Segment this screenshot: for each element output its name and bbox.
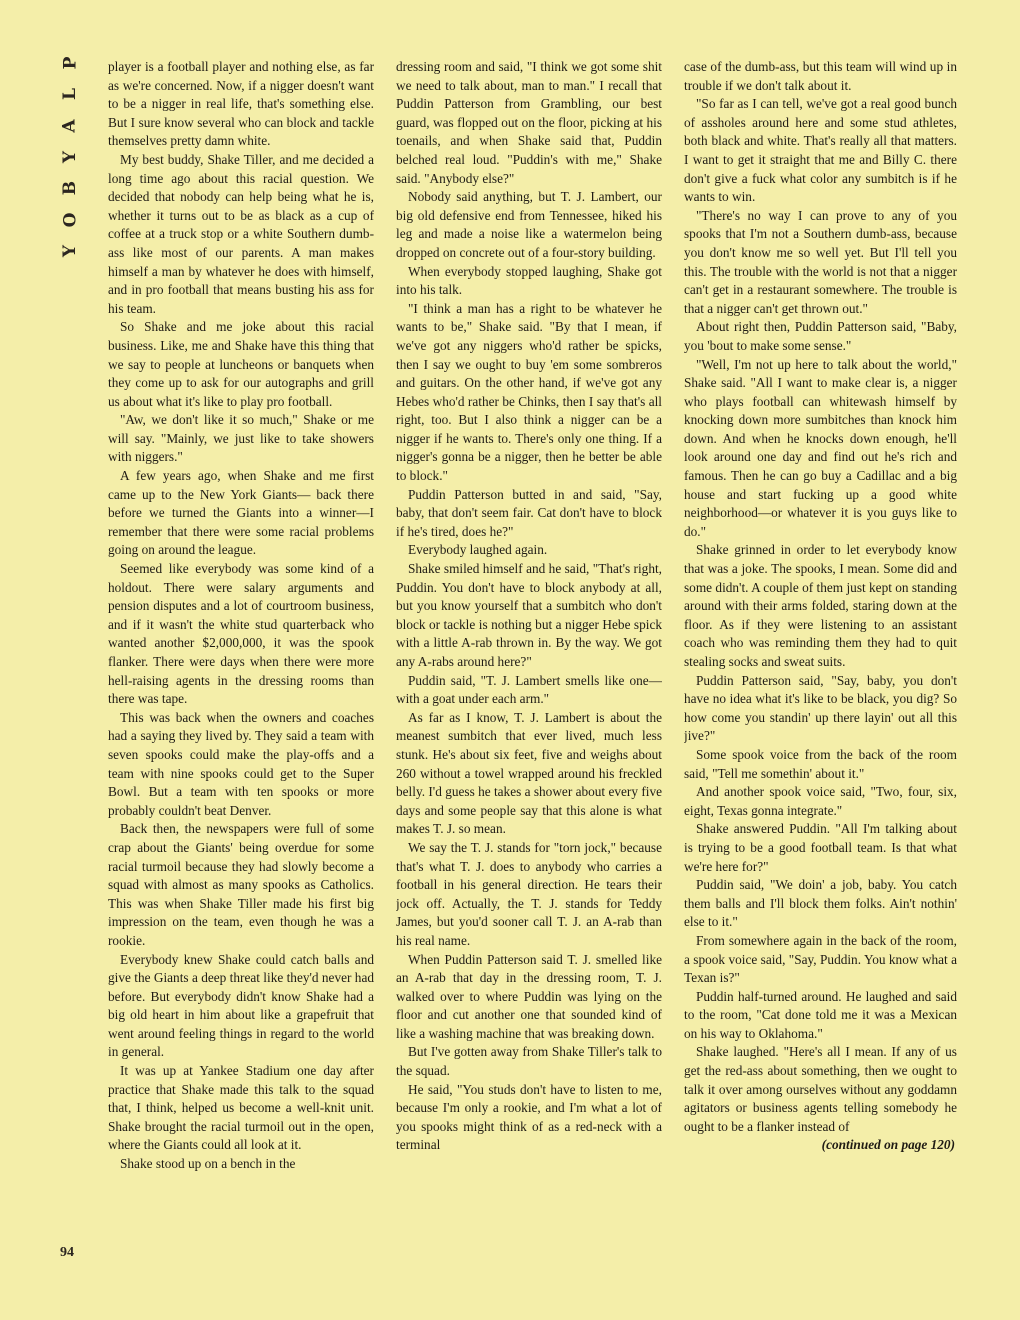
text-column-1 [108,58,374,1273]
paragraph: "Well, I'm not up here to talk about the world," Shake said. "All I want to make clear is, a nigger who plays football can whitewash himself by knocking down more sumbitches than knock him down. And when he knocks down enough, he'll look around one day and find out he's rich and famous. Then he can go buy a Cadillac and a big house and start fucking up a good white neighborhood—or whatever it is you guys like to do." [684,356,957,539]
paragraph: Everybody knew Shake could catch balls and give the Giants a deep threat like they'd never had before. But everybody didn't know Shake had a big old heart in him about like a grapefruit that went around feeling things in regard to the world in general. [108,951,374,1060]
text-column-3 [684,58,957,1273]
masthead-letter: O [60,212,80,228]
paragraph: About right then, Puddin Patterson said, "Baby, you 'bout to make some sense." [684,319,957,353]
masthead-letter: B [60,181,80,196]
paragraph: When everybody stopped laughing, Shake got into his talk. [396,263,662,298]
paragraph: Shake smiled himself and he said, "That's right, Puddin. You don't have to block anybody at all, but you know yourself that a sumbitch who don't block or tackle is nothing but a nigger Hebe spick with a little A-rab thrown in. By the way. We got any A-rabs around here?" [396,561,662,669]
masthead-letter: L [59,88,80,101]
paragraph: Puddin said, "T. J. Lambert smells like one—with a goat under each arm." [396,672,662,707]
paragraph: "There's no way I can prove to any of you spooks that I'm not a Southern dumb-ass, because you don't know me so well yet. But I'll tell you this. The trouble with the world is not that a nigger can't get in a restaurant somewhere. The trouble is that a nigger can't get thrown out." [684,207,957,316]
paragraph: This was back when the owners and coaches had a saying they lived by. They said a team with seven spooks could make the play-offs and a team with nine spooks could get to the Super Bowl. But a team with ten spooks or more probably couldn't beat Denver. [108,709,374,818]
paragraph: When Puddin Patterson said T. J. smelled like an A-rab that day in the dressing room, T. J. walked over to where Puddin was lying on the floor and cut another one that sounded kind of like a washing machine that was breaking down. [396,951,662,1041]
paragraph: As far as I know, T. J. Lambert is about the meanest sumbitch that ever lived, much less stunk. He's about six feet, five and weighs about 260 without a towel wrapped around his freckled belly. I'd guess he takes a shower about every five days and some people say that this alone is what makes T. J. so mean. [396,709,662,837]
masthead-letter: Y [59,150,80,164]
page-number: 94 [60,1245,74,1260]
paragraph: And another spook voice said, "Two, four, six, eight, Texas gonna integrate." [684,784,957,818]
paragraph: A few years ago, when Shake and me first came up to the New York Giants— back there before we turned the Giants into a winner—I remember that there were some racial problems going on around the league. [108,468,374,558]
text-column-2 [396,58,662,1273]
paragraph: My best buddy, Shake Tiller, and me decided a long time ago about this racial question. We decided that nobody can help being what he is, whether it turns out to be as black as a cup of coffee at a truck stop or a white Southern dumb-ass like most of our parents. A man makes himself a man by whatever he does with himself, and in pro football that means busting his ass for his team. [108,151,374,316]
paragraph: case of the dumb-ass, but this team will wind up in trouble if we don't talk about it. [684,59,957,93]
continued-note: (continued on page 120) [821,1137,955,1153]
paragraph: Nobody said anything, but T. J. Lambert, our big old defensive end from Tennessee, hiked his leg and made a noise like a watermelon being dropped on concrete out of a four-story building. [396,189,662,260]
paragraph: player is a football player and nothing else, as far as we're concerned. Now, if a nigger doesn't want to be a nigger in real life, that's something else. But I sure know several who can block and tackle themselves pretty damn white. [108,59,374,149]
paragraph: dressing room and said, "I think we got some shit we need to talk about, man to man." I recall that Puddin Patterson from Grambling, our best guard, was flopped out on the floor, picking at his toenails, and when Shake said that, Puddin belched real loud. "Puddin's with me," Shake said. "Anybody else?" [396,59,662,186]
paragraph: Back then, the newspapers were full of some crap about the Giants' being overdue for some racial turmoil because they had slowly become a squad with almost as many spooks as Catholics. This was when Shake Tiller made his first big impression on the team, even though he was a rookie. [108,821,374,948]
paragraph: Puddin Patterson said, "Say, baby, you don't have no idea what it's like to be black, you dig? So how come you standin' up there layin' out all this jive?" [684,672,957,744]
masthead-letter: Y [59,244,80,258]
paragraph: Some spook voice from the back of the room said, "Tell me somethin' about it." [684,746,957,781]
paragraph: "I think a man has a right to be whatever he wants to be," Shake said. "By that I mean, if we've got any niggers who'd rather be spicks, then I say we ought to buy 'em some sombreros and guitars. On the other hand, if we've got any Hebes who'd rather be Chinks, then I say that's all right, too. But I also think a nigger can be a nigger if he wants to. There's only one thing. If a nigger's gonna be a nigger, then he better be able to block." [396,300,662,484]
paragraph: Shake stood up on a bench in the [120,1156,296,1172]
paragraph: But I've gotten away from Shake Tiller's talk to the squad. [396,1044,662,1079]
paragraph: Puddin Patterson butted in and said, "Say, baby, that don't seem fair. Cat don't have to block if he's tired, does he?" [396,486,662,539]
paragraph: From somewhere again in the back of the room, a spook voice said, "Say, Puddin. You know what a Texan is?" [684,932,957,986]
paragraph: Shake grinned in order to let everybody know that was a joke. The spooks, I mean. Some did and some didn't. A couple of them just kept on standing around with their arms folded, staring down at the floor. As if they were listening to an assistant coach who was reminding them they had to quit stealing socks and sweat suits. [684,542,957,669]
paragraph: So Shake and me joke about this racial business. Like, me and Shake have this thing that we say to people at luncheons or banquets when they come up to ask for our autographs and grill us about what it's like to play pro football. [108,319,374,409]
paragraph: Seemed like everybody was some kind of a holdout. There were salary arguments and pension disputes and a lot of courtroom business, and if it wasn't the white stud quarterback who wanted another $2,000,000, it was the spook flanker. There were days when there were more hell-raising agents in the dressing rooms than there was tape. [108,561,374,707]
paragraph: Shake laughed. "Here's all I mean. If any of us get the red-ass about something, then we ought to talk it over among ourselves without any goddamn agitators or business agents telling somebody he ought to be a flanker instead of [684,1044,957,1134]
paragraph: Puddin said, "We doin' a job, baby. You catch them balls and I'll block them folks. Ain't nothin' else to it." [684,877,957,930]
masthead-letter: P [59,56,80,70]
magazine-masthead [52,52,88,262]
paragraph: We say the T. J. stands for "torn jock," because that's what T. J. does to anybody who carries a football in his general direction. He tears their jock off. Actually, the T. J. stands for Teddy James, but you'd sooner call T. J. an A-rab than his real name. [396,839,662,948]
paragraph: Shake answered Puddin. "All I'm talking about is trying to be a good football team. Is that what we're here for?" [684,821,957,874]
paragraph: "So far as I can tell, we've got a real good bunch of assholes around here and some stud athletes, both black and white. That's really all that matters. I want to get it straight that me and Billy C. there don't give a fuck what color any sumbitch is if he wants to win. [684,96,957,205]
paragraph: Everybody laughed again. [408,542,548,558]
paragraph: It was up at Yankee Stadium one day after practice that Shake made this talk to the squad that, I think, helped us become a well-knit unit. Shake brought the racial turmoil out in the open, where the Giants could all look at it. [108,1063,374,1153]
paragraph: He said, "You studs don't have to listen to me, because I'm only a rookie, and I'm what a lot of you spooks might think of as a red-neck with a terminal [396,1081,662,1153]
paragraph: Puddin half-turned around. He laughed and said to the room, "Cat done told me it was a Mexican on his way to Oklahoma." [684,988,957,1041]
masthead-letter: A [59,119,80,133]
paragraph: "Aw, we don't like it so much," Shake or me will say. "Mainly, we just like to take showers with niggers." [108,412,374,465]
